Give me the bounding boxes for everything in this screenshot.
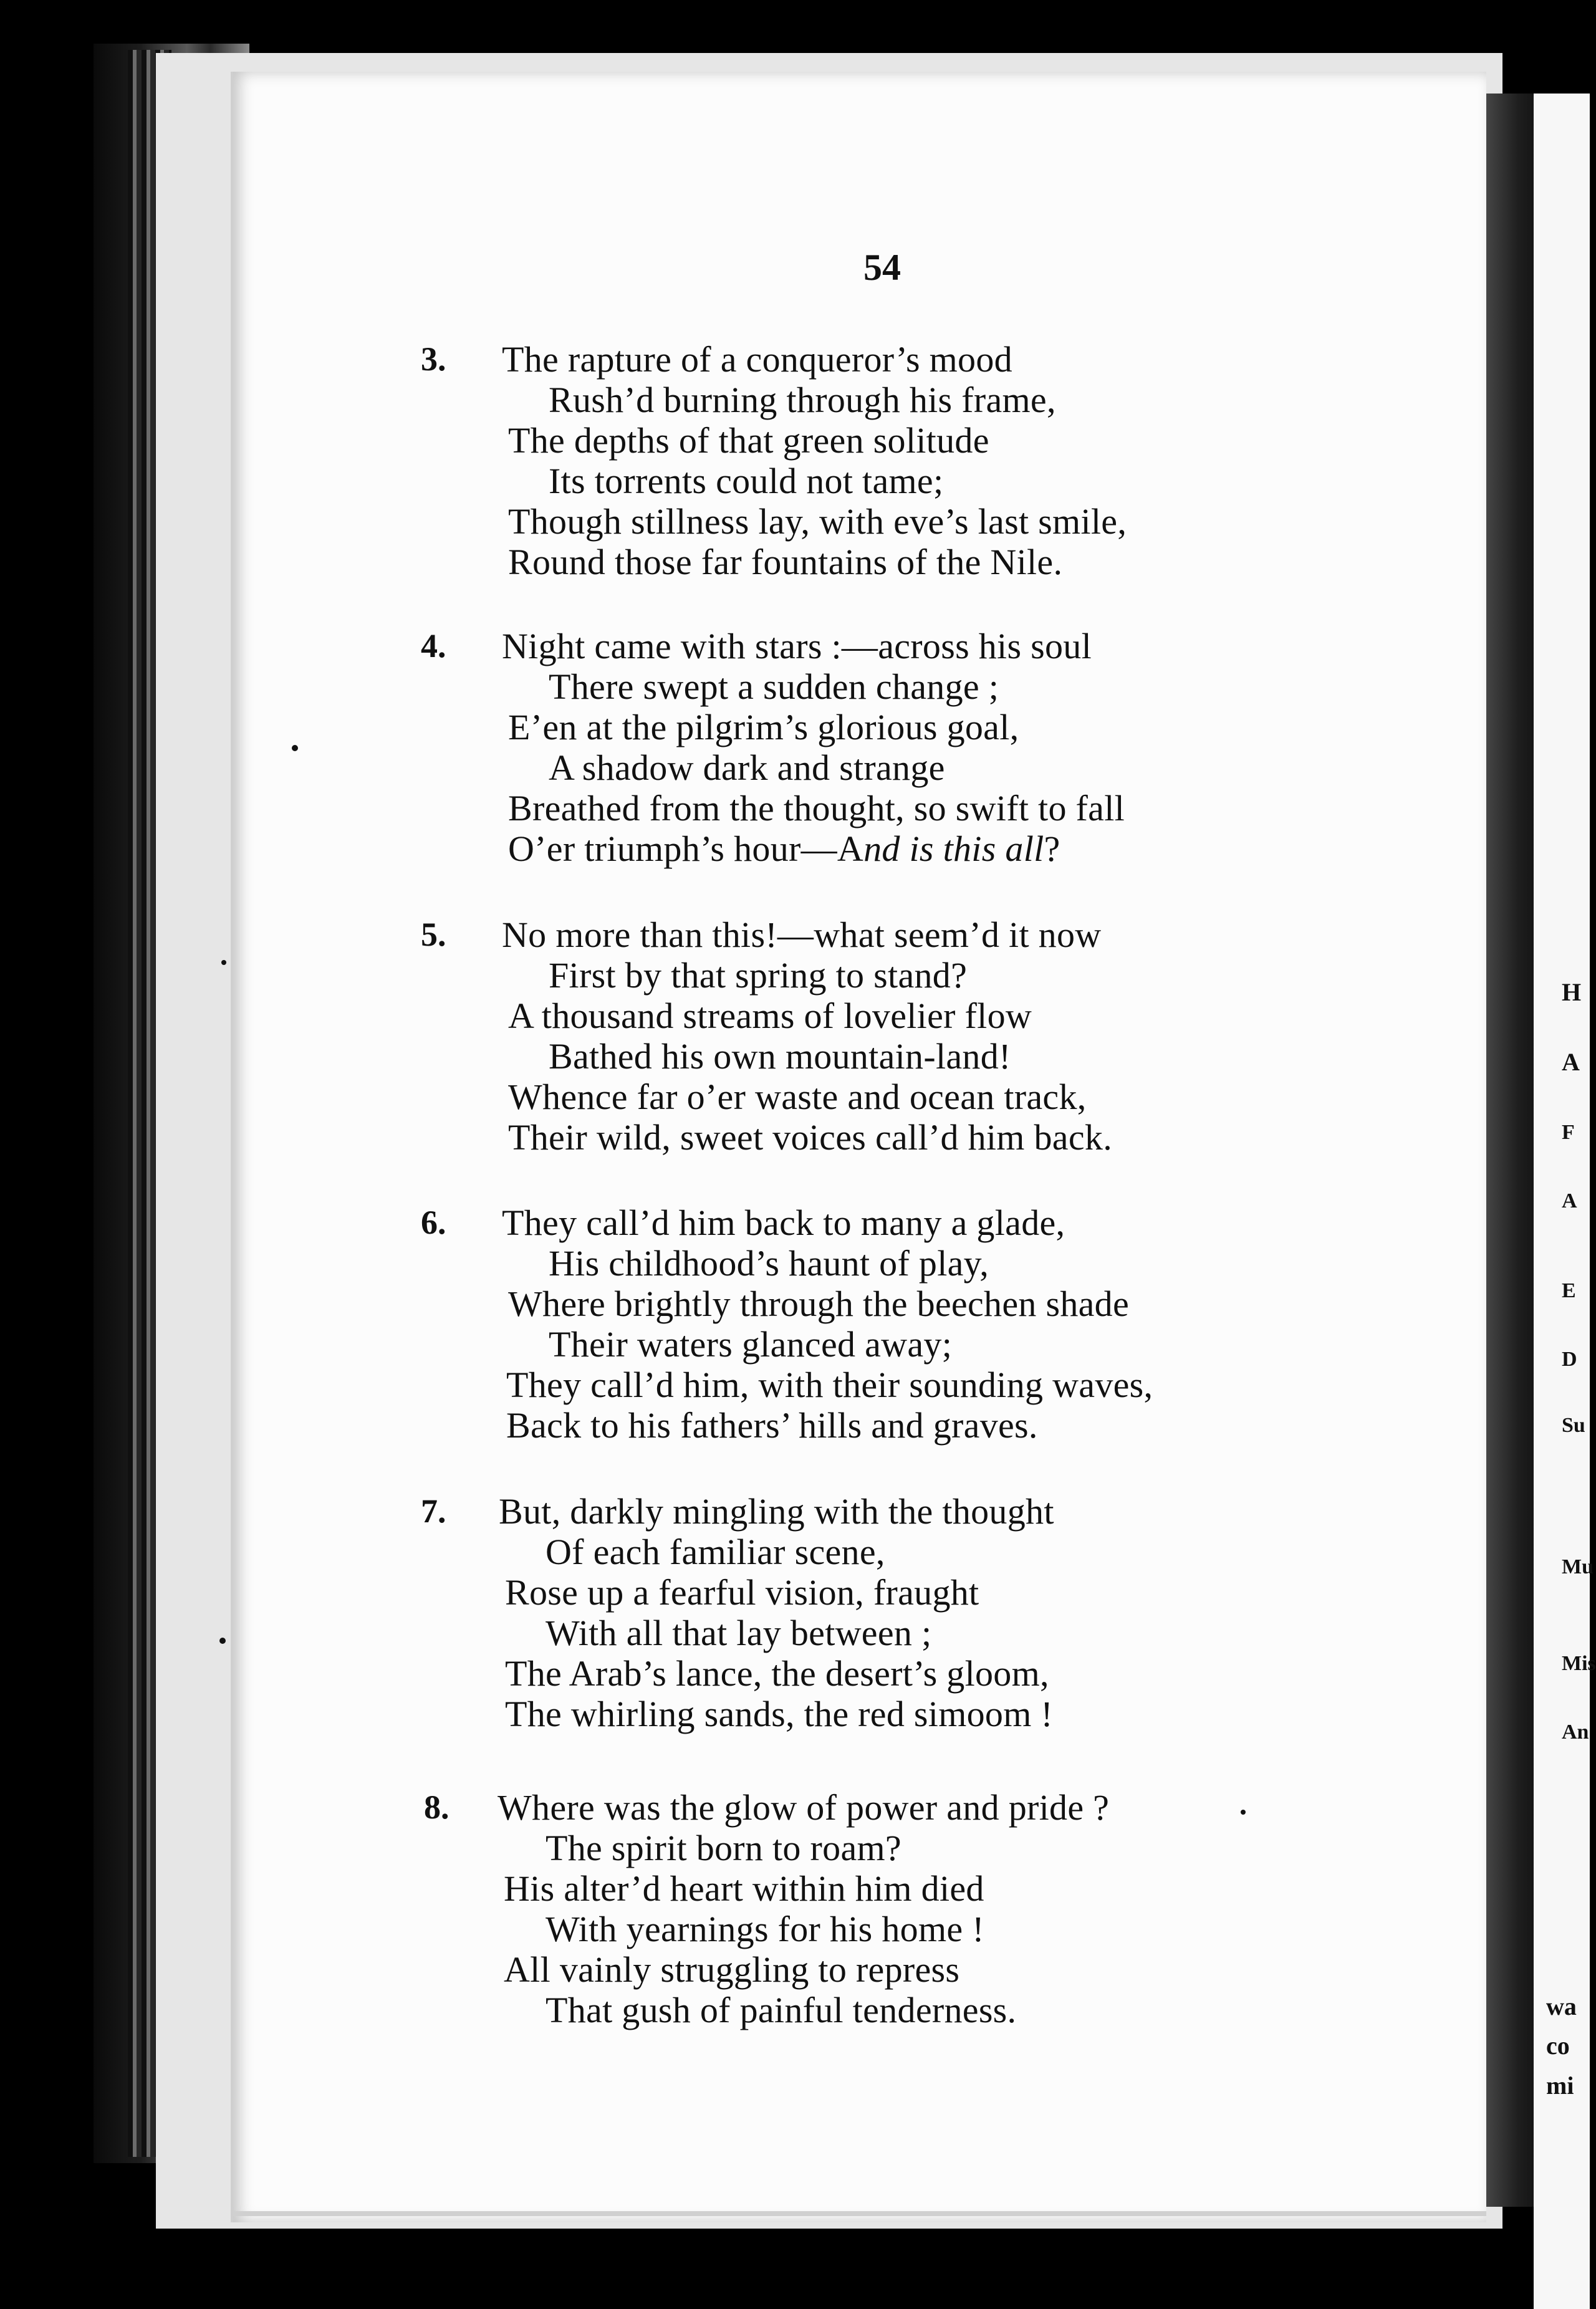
verse-line: A thousand streams of lovelier flow: [508, 996, 1032, 1036]
verse-line: The depths of that green solitude: [508, 420, 989, 461]
facing-page-text: Mu: [1562, 1555, 1594, 1578]
print-speck: [292, 745, 298, 751]
verse-line: No more than this!—what seem’d it now: [502, 914, 1102, 955]
verse-line: The spirit born to roam?: [546, 1828, 901, 1868]
facing-page-text: wa: [1546, 1992, 1577, 2020]
verse-line: Night came with stars :—across his soul: [502, 626, 1092, 666]
page-bottom-edge: [233, 2211, 1486, 2216]
verse-line: E’en at the pilgrim’s glorious goal,: [508, 707, 1019, 747]
verse-line: The Arab’s lance, the desert’s gloom,: [505, 1653, 1049, 1694]
verse-line: First by that spring to stand?: [549, 955, 968, 996]
verse-line: His alter’d heart within him died: [504, 1868, 984, 1909]
verse-line: All vainly struggling to repress: [504, 1949, 960, 1990]
stanza-number: 6.: [421, 1204, 446, 1241]
facing-page-text: H: [1562, 978, 1582, 1006]
verse-line: Their waters glanced away;: [549, 1324, 953, 1365]
verse-line: They call’d him back to many a glade,: [502, 1203, 1065, 1243]
verse-line: Round those far fountains of the Nile.: [508, 542, 1063, 582]
verse-line: That gush of painful tenderness.: [546, 1990, 1017, 2030]
verse-line: His childhood’s haunt of play,: [549, 1243, 989, 1284]
stanza-number: 8.: [424, 1788, 449, 1826]
verse-line: Though stillness lay, with eve’s last smile,: [508, 501, 1127, 542]
verse-line: Its torrents could not tame;: [549, 461, 944, 501]
stanza-number: 5.: [421, 916, 446, 953]
verse-line: Bathed his own mountain-land!: [549, 1036, 1011, 1077]
verse-line: Whence far o’er waste and ocean track,: [508, 1077, 1087, 1117]
page-number: 54: [863, 247, 901, 288]
verse-line: Breathed from the thought, so swift to fall: [508, 788, 1125, 828]
stanza-number: 4.: [421, 627, 446, 665]
verse-line: A shadow dark and strange: [549, 747, 945, 788]
facing-page-text: A: [1562, 1189, 1577, 1212]
facing-page-text: An: [1562, 1721, 1589, 1744]
facing-page-fragment: [1534, 94, 1596, 2309]
verse-line: With all that lay between ;: [546, 1613, 932, 1653]
verse-text: O’er triumph’s hour—A: [508, 828, 864, 869]
facing-page-text: Mis: [1562, 1652, 1596, 1675]
verse-line: Rose up a fearful vision, fraught: [505, 1572, 979, 1613]
facing-page-text: Su: [1562, 1414, 1585, 1437]
facing-page-text: mi: [1546, 2071, 1574, 2100]
print-speck: [1241, 1810, 1246, 1815]
stanza-number: 7.: [421, 1492, 446, 1530]
facing-page-text: F: [1562, 1121, 1575, 1144]
facing-page-text: E: [1562, 1279, 1576, 1302]
facing-page-text: A: [1562, 1048, 1580, 1076]
verse-line: But, darkly mingling with the thought: [499, 1491, 1054, 1532]
verse-line: There swept a sudden change ;: [549, 666, 999, 707]
facing-page-text: D: [1562, 1348, 1577, 1371]
print-speck: [219, 1638, 226, 1644]
facing-page-text: co: [1546, 2032, 1570, 2060]
verse-line: Where was the glow of power and pride ?: [498, 1787, 1110, 1828]
verse-line: Back to his fathers’ hills and graves.: [506, 1405, 1038, 1446]
verse-line: The whirling sands, the red simoom !: [505, 1694, 1054, 1734]
verse-line: [508, 828, 1060, 870]
verse-line: Rush’d burning through his frame,: [549, 380, 1056, 420]
verse-line: The rapture of a conqueror’s mood: [502, 339, 1012, 380]
verse-line: Their wild, sweet voices call’d him back.: [508, 1117, 1112, 1158]
verse-line: Where brightly through the beechen shade: [508, 1284, 1130, 1324]
stanza-number: 3.: [421, 340, 446, 378]
verse-italic-text: nd is this all: [863, 828, 1044, 869]
print-speck: [221, 960, 226, 965]
verse-line: With yearnings for his home !: [546, 1909, 984, 1949]
verse-line: Of each familiar scene,: [546, 1532, 885, 1572]
verse-text: ?: [1044, 828, 1060, 869]
verse-line: They call’d him, with their sounding waves,: [506, 1365, 1153, 1405]
